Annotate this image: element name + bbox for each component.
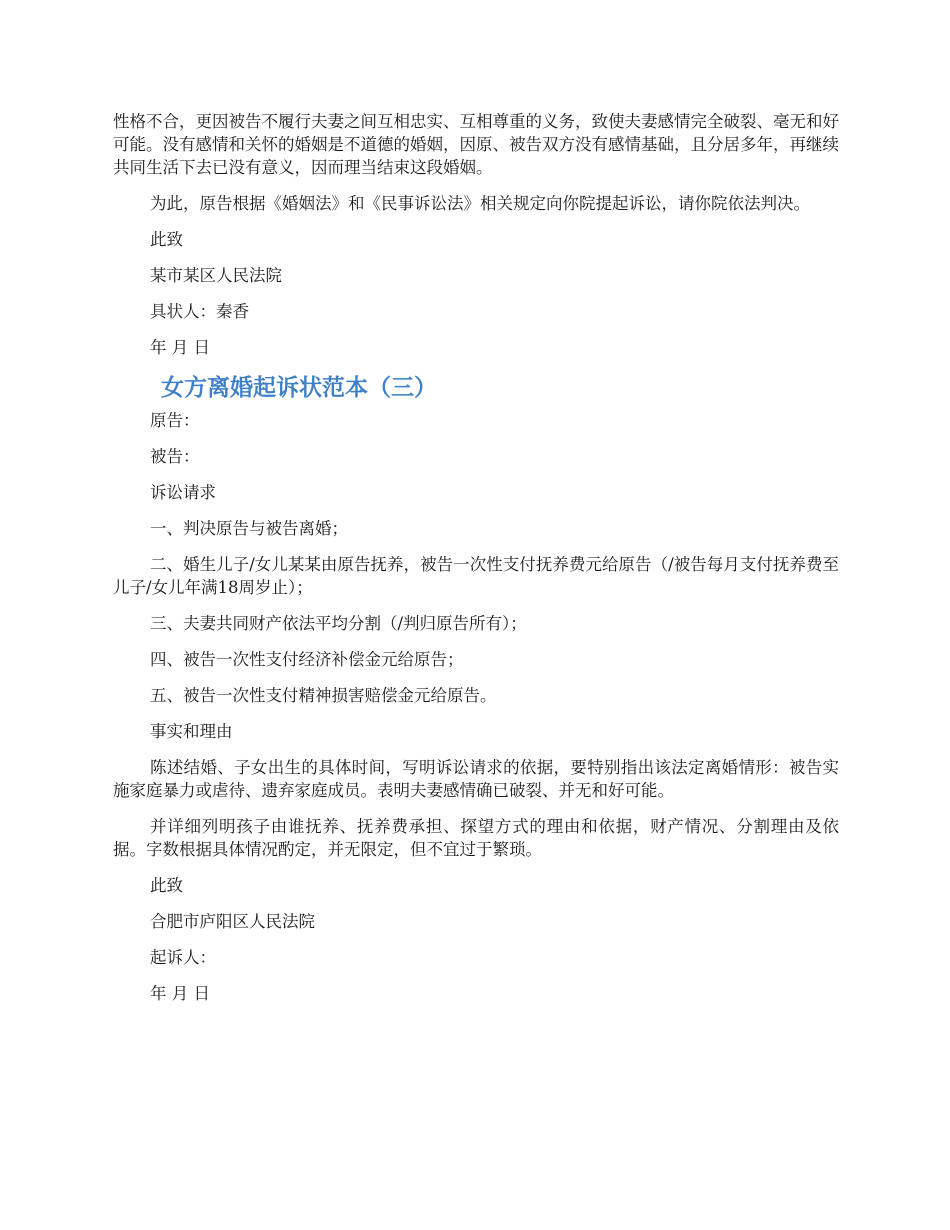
salutation-2: 此致 [150,876,183,895]
claim-item-2: 二、婚生儿子/女儿某某由原告抚养，被告一次性支付抚养费元给原告（/被告每月支付抚养费至儿子/女儿年满18周岁止）； [113,555,839,597]
claim-item-3: 三、夫妻共同财产依法平均分割（/判归原告所有）； [150,614,527,633]
paragraph-petition-basis: 为此，原告根据《婚姻法》和《民事诉讼法》相关规定向你院提起诉讼，请你院依法判决。 [150,194,810,213]
date-line: 年 月 日 [150,338,210,357]
document-page [113,110,839,1005]
salutation: 此致 [150,230,183,249]
court-name-2: 合肥市庐阳区人民法院 [150,912,315,931]
facts-paragraph-1: 陈述结婚、子女出生的具体时间，写明诉讼请求的依据，要特别指出该法定离婚情形：被告实施家庭暴力或虐待、遗弃家庭成员。表明夫妻感情确已破裂、并无和好可能。 [113,758,839,800]
claim-item-5: 五、被告一次性支付精神损害赔偿金元给原告。 [150,686,497,705]
claims-heading: 诉讼请求 [150,483,216,502]
facts-heading: 事实和理由 [150,722,233,741]
section-title: 女方离婚起诉状范本（三） [161,375,437,401]
facts-paragraph-2: 并详细列明孩子由谁抚养、抚养费承担、探望方式的理由和依据，财产情况、分割理由及依据。字数根据具体情况酌定，并无限定，但不宜过于繁琐。 [113,817,839,859]
signatory: 具状人：秦香 [150,302,249,321]
claim-item-1: 一、判决原告与被告离婚； [150,519,348,538]
defendant-line: 被告： [150,447,200,466]
date-line-2: 年 月 日 [150,984,210,1003]
plaintiff-line: 原告： [150,411,200,430]
court-name: 某市某区人民法院 [150,266,282,285]
signatory-2: 起诉人： [150,948,216,967]
paragraph-reasons-continued: 性格不合，更因被告不履行夫妻之间互相忠实、互相尊重的义务，致使夫妻感情完全破裂、毫无和好可能。没有感情和关怀的婚姻是不道德的婚姻，因原、被告双方没有感情基础，且分居多年，再继续共同生活下去已没有意义，因而理当结束这段婚姻。 [113,112,839,177]
claim-item-4: 四、被告一次性支付经济补偿金元给原告； [150,650,464,669]
